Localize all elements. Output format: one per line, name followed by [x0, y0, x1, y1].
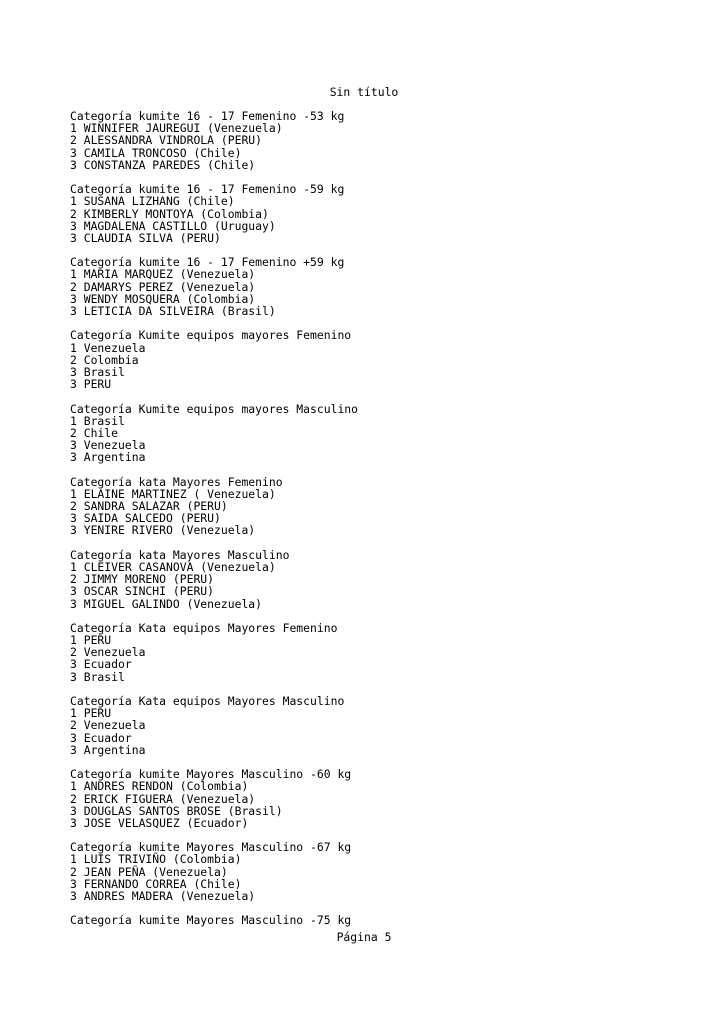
result-entry: 2 Colombia [70, 352, 139, 367]
category-block [70, 110, 710, 171]
category-heading: Categoría kata Mayores Femenino [70, 474, 283, 489]
result-entry: 2 DAMARYS PEREZ (Venezuela) [70, 279, 256, 294]
result-entry: 3 CONSTANZA PAREDES (Chile) [70, 157, 256, 172]
result-entry: 3 YENIRE RIVERO (Venezuela) [70, 523, 256, 538]
result-entry: 2 Chile [70, 425, 119, 440]
category-heading: Categoría kumite Mayores Masculino -67 kg [70, 840, 352, 855]
category-block [70, 476, 710, 537]
category-block [70, 403, 710, 464]
result-entry: 1 ELAINE MARTINEZ ( Venezuela) [70, 486, 276, 501]
category-heading: Categoría kumite 16 - 17 Femenino -53 kg [70, 109, 345, 123]
result-entry: 3 SAIDA SALCEDO (PERU) [70, 511, 221, 526]
result-entry: 3 Ecuador [70, 730, 132, 745]
result-entry: 2 Venezuela [70, 645, 146, 660]
category-heading: Categoría kumite 16 - 17 Femenino -59 kg [70, 182, 345, 197]
category-heading: Categoría Kumite equipos mayores Femenino [70, 328, 352, 343]
result-entry: 1 WINNIFER JAUREGUI (Venezuela) [70, 121, 283, 136]
result-entry: 2 Venezuela [70, 718, 146, 733]
result-entry: 2 ALESSANDRA VINDROLA (PERU) [70, 133, 263, 148]
result-entry: 3 CAMILA TRONCOSO (Chile) [70, 145, 242, 160]
result-entry: 1 PERU [70, 633, 112, 648]
result-entry: 2 ERICK FIGUERA (Venezuela) [70, 791, 256, 806]
category-block [70, 768, 710, 829]
result-entry: 2 SANDRA SALAZAR (PERU) [70, 499, 228, 513]
result-entry: 3 Argentina [70, 742, 146, 757]
result-entry: 1 LUIS TRIVIÑO (Colombia) [70, 852, 242, 867]
category-heading: Categoría kumite 16 - 17 Femenino +59 kg [70, 255, 345, 270]
results-list [70, 110, 710, 939]
category-block [70, 549, 710, 610]
result-entry: 1 Venezuela [70, 340, 146, 355]
result-entry: 1 PERU [70, 706, 112, 721]
category-block [70, 256, 710, 317]
result-entry: 3 Venezuela [70, 438, 146, 453]
category-block [70, 329, 710, 390]
result-entry: 3 Brasil [70, 364, 125, 379]
category-heading: Categoría kumite Mayores Masculino -60 kg [70, 767, 352, 782]
result-entry: 1 MARIA MARQUEZ (Venezuela) [70, 267, 256, 282]
result-entry: 3 WENDY MOSQUERA (Colombia) [70, 291, 256, 306]
category-heading: Categoría kata Mayores Masculino [70, 547, 290, 562]
result-entry: 2 JIMMY MORENO (PERU) [70, 572, 215, 587]
result-entry: 1 Brasil [70, 413, 125, 428]
result-entry: 3 OSCAR SINCHI (PERU) [70, 584, 215, 599]
category-block [70, 622, 710, 683]
category-heading: Categoría kumite Mayores Masculino -75 kg [70, 913, 352, 928]
result-entry: 3 MAGDALENA CASTILLO (Uruguay) [70, 218, 276, 233]
result-entry: 3 CLAUDIA SILVA (PERU) [70, 230, 221, 245]
result-entry: 3 LETICIA DA SILVEIRA (Brasil) [70, 304, 276, 318]
result-entry: 3 Ecuador [70, 657, 132, 672]
result-entry: 1 SUSANA LIZHANG (Chile) [70, 194, 235, 209]
category-heading: Categoría Kumite equipos mayores Masculino [70, 401, 359, 416]
result-entry: 2 JEAN PEÑA (Venezuela) [70, 864, 228, 879]
result-entry: 3 Brasil [70, 669, 125, 684]
result-entry: 2 KIMBERLY MONTOYA (Colombia) [70, 206, 269, 221]
result-entry: 3 PERU [70, 377, 112, 392]
result-entry: 1 CLEIVER CASANOVA (Venezuela) [70, 559, 276, 574]
page-title: Sin título [329, 85, 399, 99]
result-entry: 3 DOUGLAS SANTOS BROSE (Brasil) [70, 803, 283, 818]
category-block [70, 183, 710, 244]
category-block [70, 841, 710, 902]
result-entry: 1 ANDRES RENDON (Colombia) [70, 779, 249, 794]
category-heading: Categoría Kata equipos Mayores Femenino [70, 620, 338, 635]
result-entry: 3 JOSE VELASQUEZ (Ecuador) [70, 815, 249, 830]
category-block [70, 695, 710, 756]
result-entry: 3 Argentina [70, 450, 146, 465]
category-heading: Categoría Kata equipos Mayores Masculino [70, 694, 345, 708]
page-number: Página 5 [336, 930, 392, 944]
result-entry: 3 FERNANDO CORREA (Chile) [70, 876, 242, 891]
result-entry: 3 MIGUEL GALINDO (Venezuela) [70, 596, 263, 611]
result-entry: 3 ANDRES MADERA (Venezuela) [70, 889, 256, 903]
category-block [70, 914, 710, 926]
